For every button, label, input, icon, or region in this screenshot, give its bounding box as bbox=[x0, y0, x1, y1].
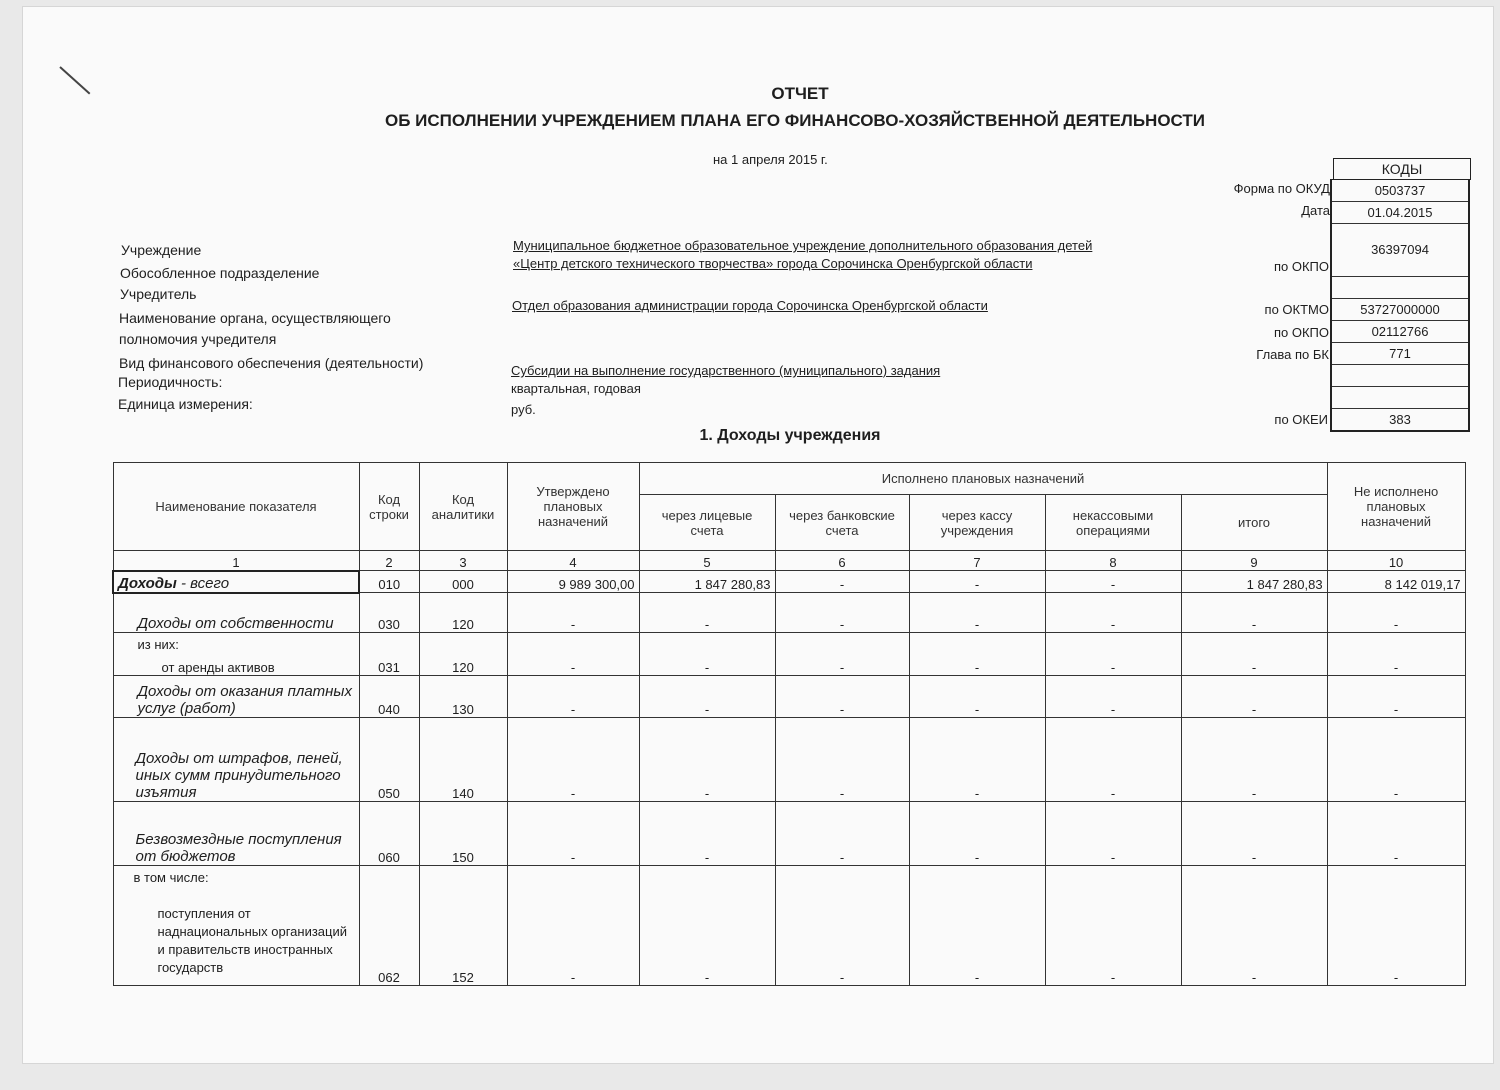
col-num: 2 bbox=[359, 551, 419, 571]
value-finance-type: Субсидии на выполнение государственного (муниципального) задания bbox=[511, 363, 941, 378]
code-empty-2 bbox=[1332, 365, 1468, 387]
label-institution: Учреждение bbox=[121, 242, 202, 258]
th-name: Наименование показателя bbox=[113, 463, 359, 551]
row-not-executed: - bbox=[1327, 802, 1465, 866]
codes-box bbox=[1330, 179, 1470, 432]
row-total: - bbox=[1181, 676, 1327, 718]
row-not-executed: - bbox=[1327, 718, 1465, 802]
label-finance-type: Вид финансового обеспечения (деятельности) bbox=[119, 355, 424, 371]
row-not-executed: - bbox=[1327, 593, 1465, 633]
row-bank: - bbox=[775, 676, 909, 718]
row-cash: - bbox=[909, 571, 1045, 593]
row-analytics: 152 bbox=[419, 866, 507, 986]
th-cash: через кассу учреждения bbox=[909, 495, 1045, 551]
row-code: 030 bbox=[359, 593, 419, 633]
table-row bbox=[113, 802, 1465, 866]
table-row bbox=[113, 633, 1465, 676]
row-approved: - bbox=[507, 802, 639, 866]
label-authority-2: полномочия учредителя bbox=[119, 331, 277, 347]
th-total: итого bbox=[1181, 495, 1327, 551]
row-name: из них: bbox=[137, 637, 179, 652]
col-num: 4 bbox=[507, 551, 639, 571]
label-oktmo: по ОКТМО bbox=[1264, 302, 1329, 317]
row-cash: - bbox=[909, 676, 1045, 718]
label-periodicity: Периодичность: bbox=[118, 374, 223, 390]
value-institution-line1: Муниципальное бюджетное образовательное учреждение дополнительного образования детей bbox=[513, 238, 1093, 253]
row-code: 010 bbox=[359, 571, 419, 593]
col-num: 3 bbox=[419, 551, 507, 571]
code-empty-3 bbox=[1332, 387, 1468, 409]
th-personal-accounts: через лицевые счета bbox=[639, 495, 775, 551]
row-cash: - bbox=[909, 593, 1045, 633]
row-total: - bbox=[1181, 633, 1327, 676]
row-total: 1 847 280,83 bbox=[1181, 571, 1327, 593]
col-num: 8 bbox=[1045, 551, 1181, 571]
row-personal: - bbox=[639, 593, 775, 633]
row-cash: - bbox=[909, 633, 1045, 676]
row-code: 031 bbox=[359, 633, 419, 676]
row-approved: - bbox=[507, 593, 639, 633]
table-row bbox=[113, 593, 1465, 633]
row-analytics: 120 bbox=[419, 633, 507, 676]
col-num: 5 bbox=[639, 551, 775, 571]
row-approved: - bbox=[507, 718, 639, 802]
section-title: 1. Доходы учреждения bbox=[699, 427, 881, 444]
label-okei: по ОКЕИ bbox=[1274, 412, 1328, 427]
row-cash: - bbox=[909, 718, 1045, 802]
table-row bbox=[113, 718, 1465, 802]
row-not-executed: - bbox=[1327, 866, 1465, 986]
code-okei: 383 bbox=[1389, 412, 1411, 427]
row-name: Доходы bbox=[118, 574, 177, 592]
code-oktmo: 53727000000 bbox=[1332, 299, 1468, 321]
label-subdivision: Обособленное подразделение bbox=[120, 265, 320, 281]
row-bank: - bbox=[775, 571, 909, 593]
col-num: 7 bbox=[909, 551, 1045, 571]
row-personal: - bbox=[639, 633, 775, 676]
code-okud: 0503737 bbox=[1332, 180, 1468, 202]
row-noncash: - bbox=[1045, 866, 1181, 986]
row-code: 062 bbox=[359, 866, 419, 986]
row-subname: поступления от наднациональных организаций и правительств иностранных государств bbox=[157, 906, 347, 975]
col-num: 9 bbox=[1181, 551, 1327, 571]
income-table bbox=[112, 462, 1466, 986]
row-analytics: 130 bbox=[419, 676, 507, 718]
row-noncash: - bbox=[1045, 633, 1181, 676]
report-date: на 1 апреля 2015 г. bbox=[713, 152, 828, 167]
th-approved: Утверждено плановых назначений bbox=[507, 463, 639, 551]
row-bank: - bbox=[775, 593, 909, 633]
row-not-executed: 8 142 019,17 bbox=[1327, 571, 1465, 593]
label-authority-1: Наименование органа, осуществляющего bbox=[119, 310, 391, 326]
row-bank: - bbox=[775, 866, 909, 986]
row-code: 060 bbox=[359, 802, 419, 866]
label-unit: Единица измерения: bbox=[118, 396, 253, 412]
row-noncash: - bbox=[1045, 718, 1181, 802]
report-subtitle: ОБ ИСПОЛНЕНИИ УЧРЕЖДЕНИЕМ ПЛАНА ЕГО ФИНАНСОВО-ХОЗЯЙСТВЕННОЙ ДЕЯТЕЛЬНОСТИ bbox=[384, 111, 1206, 130]
row-name: Доходы от оказания платных услуг (работ) bbox=[113, 676, 359, 718]
row-total: - bbox=[1181, 802, 1327, 866]
row-noncash: - bbox=[1045, 593, 1181, 633]
row-name: Доходы от собственности bbox=[113, 593, 359, 633]
row-code: 050 bbox=[359, 718, 419, 802]
row-bank: - bbox=[775, 802, 909, 866]
label-okpo: по ОКПО bbox=[1273, 259, 1329, 274]
row-not-executed: - bbox=[1327, 633, 1465, 676]
value-institution-line2: «Центр детского технического творчества» города Сорочинска Оренбургской области bbox=[513, 256, 1033, 271]
row-analytics: 000 bbox=[419, 571, 507, 593]
row-not-executed: - bbox=[1327, 676, 1465, 718]
report-title: ОТЧЕТ bbox=[771, 84, 829, 103]
row-name-suffix: - всего bbox=[176, 574, 230, 592]
row-personal: - bbox=[639, 718, 775, 802]
row-approved: - bbox=[507, 866, 639, 986]
th-executed: Исполнено плановых назначений bbox=[639, 463, 1327, 495]
table-row bbox=[113, 676, 1465, 718]
row-name: Доходы от штрафов, пеней, иных сумм принудительного изъятия bbox=[113, 718, 359, 802]
row-personal: - bbox=[639, 676, 775, 718]
code-bk: 771 bbox=[1332, 343, 1468, 365]
code-okpo-2: 02112766 bbox=[1332, 321, 1468, 343]
label-date: Дата bbox=[1301, 203, 1330, 218]
th-noncash: некассовыми операциями bbox=[1045, 495, 1181, 551]
row-bank: - bbox=[775, 633, 909, 676]
label-founder: Учредитель bbox=[120, 286, 197, 302]
row-approved: - bbox=[507, 633, 639, 676]
table-row bbox=[113, 571, 1465, 593]
row-bank: - bbox=[775, 718, 909, 802]
th-code-analytics: Код аналитики bbox=[419, 463, 507, 551]
row-analytics: 140 bbox=[419, 718, 507, 802]
row-subname: от аренды активов bbox=[161, 660, 275, 675]
row-cash: - bbox=[909, 866, 1045, 986]
table-row bbox=[113, 866, 1465, 986]
label-okud: Форма по ОКУД bbox=[1233, 181, 1330, 196]
label-okpo-2: по ОКПО bbox=[1273, 325, 1329, 340]
row-analytics: 120 bbox=[419, 593, 507, 633]
row-total: - bbox=[1181, 866, 1327, 986]
row-total: - bbox=[1181, 593, 1327, 633]
row-noncash: - bbox=[1045, 571, 1181, 593]
th-not-executed: Не исполнено плановых назначений bbox=[1327, 463, 1465, 551]
row-personal: - bbox=[639, 866, 775, 986]
code-date: 01.04.2015 bbox=[1332, 202, 1468, 224]
code-empty-1 bbox=[1332, 277, 1468, 299]
value-unit: руб. bbox=[511, 402, 536, 417]
row-total: - bbox=[1181, 718, 1327, 802]
code-okpo: 36397094 bbox=[1332, 224, 1468, 277]
value-founder: Отдел образования администрации города Сорочинска Оренбургской области bbox=[512, 298, 988, 313]
label-bk: Глава по БК bbox=[1256, 347, 1329, 362]
codes-header: КОДЫ bbox=[1333, 158, 1471, 180]
row-personal: - bbox=[639, 802, 775, 866]
th-bank-accounts: через банковские счета bbox=[775, 495, 909, 551]
row-cash: - bbox=[909, 802, 1045, 866]
row-noncash: - bbox=[1045, 676, 1181, 718]
th-code-line: Код строки bbox=[359, 463, 419, 551]
row-name: в том числе: bbox=[133, 870, 209, 885]
row-noncash: - bbox=[1045, 802, 1181, 866]
row-analytics: 150 bbox=[419, 802, 507, 866]
col-num: 6 bbox=[775, 551, 909, 571]
row-name: Безвозмездные поступления от бюджетов bbox=[113, 802, 359, 866]
row-approved: - bbox=[507, 676, 639, 718]
row-approved: 9 989 300,00 bbox=[507, 571, 639, 593]
col-num: 10 bbox=[1327, 551, 1465, 571]
row-code: 040 bbox=[359, 676, 419, 718]
col-num: 1 bbox=[113, 551, 359, 571]
value-periodicity: квартальная, годовая bbox=[511, 381, 641, 396]
row-personal: 1 847 280,83 bbox=[639, 571, 775, 593]
